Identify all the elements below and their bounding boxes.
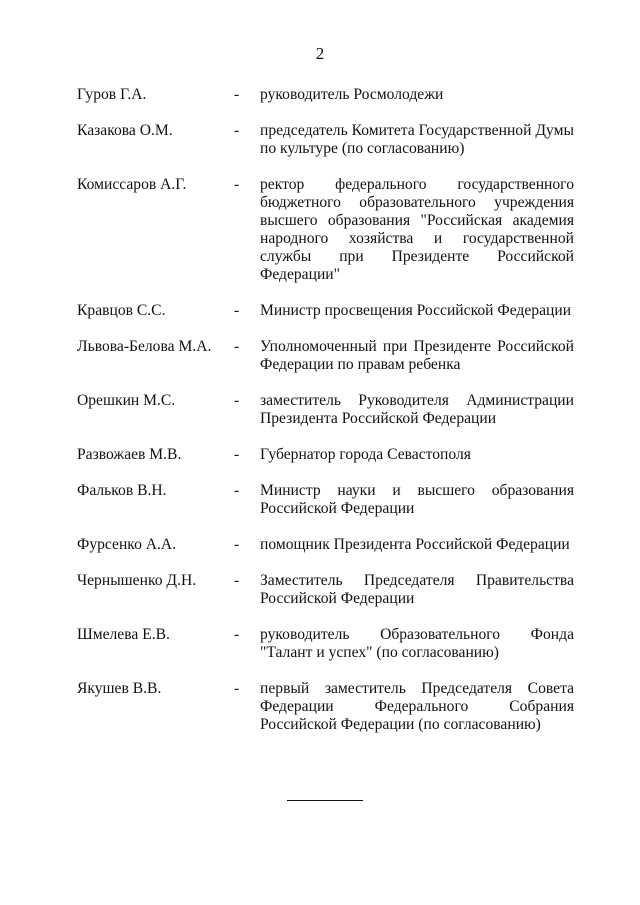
member-name: Развожаев М.В. (77, 446, 182, 463)
member-name: Казакова О.М. (77, 122, 173, 139)
member-role: первый заместитель Председателя Совета Федерации Федерального Собрания Российской Федерации (по согласованию) (260, 680, 574, 733)
page-number: 2 (315, 44, 325, 63)
list-item (77, 536, 574, 554)
member-role: Министр просвещения Российской Федерации (260, 302, 572, 319)
dash-separator: - (234, 176, 240, 193)
list-item (77, 572, 574, 608)
member-role: Министр науки и высшего образования Российской Федерации (260, 482, 574, 517)
member-name: Комиссаров А.Г. (77, 176, 187, 193)
member-name: Львова-Белова М.А. (77, 338, 212, 355)
dash-separator: - (234, 572, 240, 589)
member-role: Губернатор города Севастополя (260, 446, 471, 463)
list-item (77, 86, 574, 104)
list-item (77, 302, 574, 320)
end-divider (287, 800, 363, 801)
list-item (77, 446, 574, 464)
list-item (77, 176, 574, 284)
member-role: руководитель Росмолодежи (260, 86, 444, 103)
dash-separator: - (234, 122, 240, 139)
dash-separator: - (234, 392, 240, 409)
member-role: ректор федерального государственного бюджетного образовательного учреждения высшего образования "Российская академия народного хозяйства и государственной службы при Президенте Российской Федерации" (260, 176, 574, 283)
dash-separator: - (234, 302, 240, 319)
member-name: Фурсенко А.А. (77, 536, 177, 553)
dash-separator: - (234, 536, 240, 553)
list-item (77, 392, 574, 428)
dash-separator: - (234, 86, 240, 103)
member-role: председатель Комитета Государственной Думы по культуре (по согласованию) (260, 122, 574, 157)
dash-separator: - (234, 482, 240, 499)
member-name: Чернышенко Д.Н. (77, 572, 197, 589)
member-name: Шмелева Е.В. (77, 626, 170, 643)
dash-separator: - (234, 626, 240, 643)
list-item (77, 482, 574, 518)
dash-separator: - (234, 680, 240, 697)
dash-separator: - (234, 446, 240, 463)
list-item (77, 122, 574, 158)
list-item (77, 626, 574, 662)
member-list (77, 86, 574, 752)
member-name: Фальков В.Н. (77, 482, 167, 499)
member-name: Якушев В.В. (77, 680, 162, 697)
member-name: Орешкин М.С. (77, 392, 176, 409)
member-role: Заместитель Председателя Правительства Российской Федерации (260, 572, 574, 607)
member-role: помощник Президента Российской Федерации (260, 536, 570, 553)
member-name: Гуров Г.А. (77, 86, 147, 103)
list-item (77, 338, 574, 374)
dash-separator: - (234, 338, 240, 355)
member-role: Уполномоченный при Президенте Российской Федерации по правам ребенка (260, 338, 574, 373)
member-role: руководитель Образовательного Фонда "Талант и успех" (по согласованию) (260, 626, 574, 661)
member-name: Кравцов С.С. (77, 302, 166, 319)
list-item (77, 680, 574, 734)
member-role: заместитель Руководителя Администрации Президента Российской Федерации (260, 392, 574, 427)
